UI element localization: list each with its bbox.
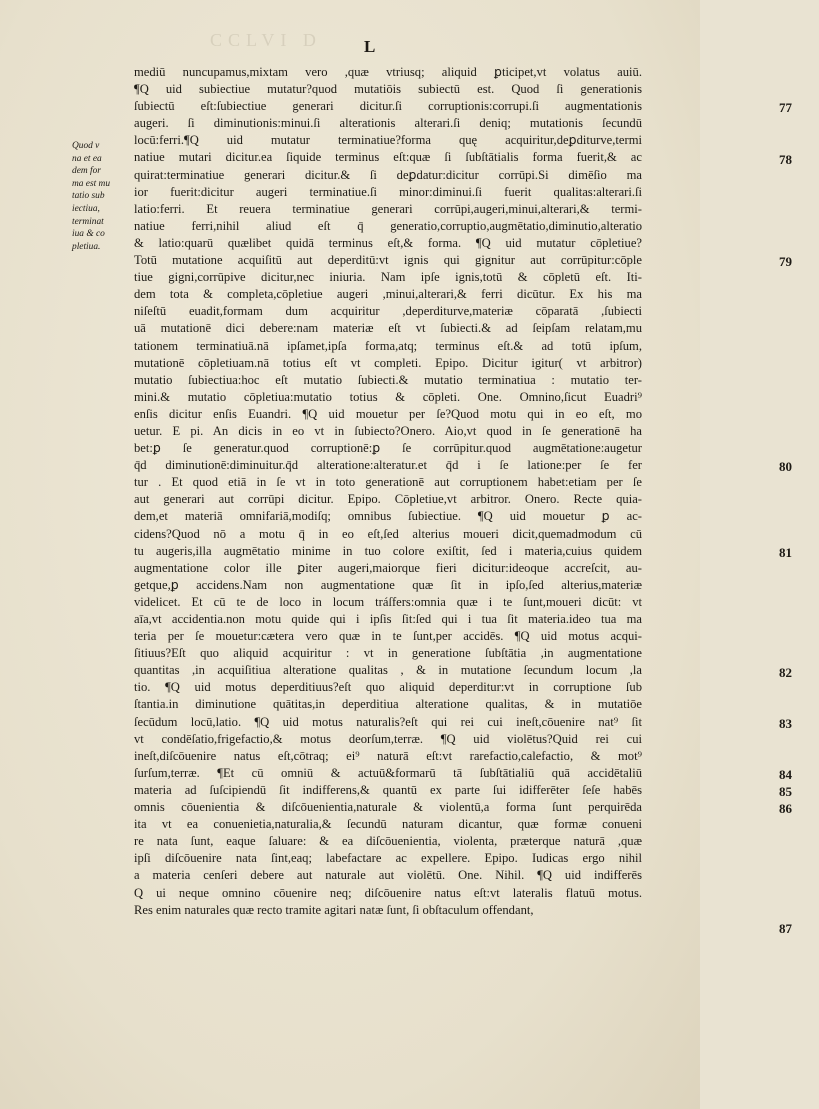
text-line: getque,ꝑ accidens.Nam non augmentatione quæ ſit in ipſo,ſed alterius,materiæ (134, 577, 642, 592)
margin-note (72, 140, 132, 253)
text-line: tur . Et quod etiā in ſe vt in toto generationē aut corruptionem habet:etiam per ſe (134, 475, 642, 490)
text-line: uā mutationē dici debere:nam materiæ eſt vt ſubiecti.& ad ſeipſam relatam,mu (134, 321, 642, 336)
text-line: a materia cenſeri debere aut naturale aut violētū. One. Nihil. ¶Q uid indifferēs (134, 868, 642, 883)
text-line: videlicet. Et cū te de loco in locum tráſfers:omnia quæ i te ſunt,moueri dicūt: vt (134, 594, 642, 609)
text-line: & latio:quarū quælibet quidā terminus eſt,& forma. ¶Q uid mutatur cōpletiue? (134, 235, 642, 250)
text-line: ita vt ea conuenietia,naturalia,& ſecundū naturam dicantur, quæ formæ conueni (134, 817, 642, 832)
text-line: ior fuerit:dicitur augeri terminatiue.ſi minor:diminui.ſi fuerit qualitas:alterari.ſi (134, 184, 642, 199)
margin-note-line: dem for (72, 166, 101, 177)
margin-number: 77 (779, 100, 792, 116)
margin-number: 83 (779, 715, 792, 731)
text-line: ſecūdum locū,latio. ¶Q uid motus naturalis?eſt qui rei cui ineſt,cōuenire nat⁹ ſit (134, 714, 642, 729)
margin-note-line: Quod v (72, 141, 100, 151)
text-line: ſubiectū eſt:ſubiectiue generari dicitur.ſi corruptionis:corrupi.ſi augmentationis (134, 99, 642, 114)
margin-number: 80 (779, 459, 792, 475)
text-line: tiue gigni,corrūpive dicitur,nec iniuria. Nam ipſe ignis,totū & cōpletū eſt. Iti- (134, 270, 642, 285)
margin-note-line: tatio sub (72, 191, 105, 202)
text-line: ¶Q uid subiectiue mutatur?quod mutatiōis subiectū est. Quod ſi generationis (134, 82, 642, 97)
text-line: materia ad ſuſcipiendū ſit indifferens,& quantū ex parte ſui idifferēter ſeſe habēs (134, 782, 642, 797)
margin-note-line: iua & co (72, 229, 105, 240)
text-line: dem,et materiā omnifariā,modiſq; omnibus ſubiectiue. ¶Q uid mouetur ꝑ ac- (134, 509, 642, 524)
text-line: vt condēſatio,frigefactio,& motus deorſum,terræ. ¶Q uid violētus?Quid rei cui (134, 731, 642, 746)
text-line: quantitas ,in acquiſitiua alteratione qualitas , & in mutatione ſecundum locum ,la (134, 663, 642, 678)
text-line: mediū nuncupamus,mixtam vero ,quæ vtriusq; aliquid ꝑticipet,vt volatus auiū. (134, 65, 642, 79)
text-line: ipſi diſcōuenire nata ſint,eaq; labefactare ac expellere. Epipo. Iudicas ergo nihil (134, 851, 642, 866)
margin-number: 81 (779, 544, 792, 560)
text-line: natiue mutari dicitur.ea ſiquide terminus eſt:quæ ſi ſubſtātialis forma fuerit,& ac (134, 150, 642, 165)
text-line: dem tota & completa,cōpletiue augeri ,minui,alterari,& ferri dicūtur. Ex his ma (134, 287, 642, 302)
text-line: uetur. E pi. An dicis in eo vt in ſubiecto?Onero. Aio,vt quod in ſe generationē ha (134, 423, 642, 438)
margin-note-line: terminat (72, 216, 104, 227)
text-line: ſtantia.in diminutione quātitas,in deperditiua alteratione qualitas, & in mutatiōe (134, 697, 642, 712)
text-line: tationem terminatiuā.nā ipſamet,ipſa forma,atq; terminus eſt.& ad totū ipſum, (134, 338, 642, 353)
text-line: bet:ꝑ ſe generatur.quod corruptionē:ꝑ ſe corrūpitur.quod augmētatione:augetur (134, 441, 642, 456)
margin-number: 79 (779, 254, 792, 270)
text-line: augeri. ſi diminutionis:minui.ſi alterationis alterari.ſi deniq; mutationis ſecundū (134, 116, 642, 131)
text-line: mutatio ſubiectiua:hoc eſt mutatio ſubiecti.& mutatio terminatiua : mutatio ter- (134, 372, 642, 387)
text-line: cidens?Quod nō a motu q̄ in eo eſt,ſed alterius moueri dicit,quemadmodum cū (134, 526, 642, 541)
margin-note-line: ma est mu (72, 178, 111, 189)
margin-note-line: iectiua, (72, 203, 100, 214)
text-line: Q ui neque omnino cōuenire neq; diſcōuenire natus eſt:vt lateralis flatuū motus. (134, 885, 642, 900)
text-line: ineſt,diſcōuenire natus eſt,cōtraq; ei⁹ naturā eſt:vt rarefactio,calefactio, & mot⁹ (134, 748, 642, 763)
text-line: enſis dicitur enſis Euandri. ¶Q uid mouetur per ſe?Quod motu qui in eo eſt, mo (134, 406, 642, 421)
header-ghost-text: CCLVI D (210, 30, 322, 50)
text-line: q̄d diminutionē:diminuitur.q̄d alteratione:alteratur.et q̄d i ſe latione:per ſe fer (134, 458, 642, 473)
margin-number: 87 (779, 921, 792, 936)
margin-number: 82 (779, 664, 792, 680)
margin-number: 85 (779, 784, 792, 800)
text-line: tu augeris,illa augmētatio minime in tuo colore exiſtit, ſed i materia,cuius quidem (134, 543, 642, 558)
text-line: omnis cōuenientia & diſcōuenientia,naturale & violentū,a forma ſunt perquirēda (134, 800, 642, 815)
text-line: aut generari aut corrūpi dicitur. Epipo. Cōpletiue,vt arbitror. Onero. Recte quia- (134, 492, 642, 507)
margin-number: 84 (779, 767, 792, 783)
text-line: aīa,vt accidentia.non motu quide qui i ipſis ſit:ſed qui i tua ſit materia.ideo tua ma (134, 612, 642, 626)
text-line: tio. ¶Q uid motus deperditiuus?eſt quo aliquid deperditur:vt in corruptione ſub (134, 680, 642, 695)
margin-number: 78 (779, 151, 792, 167)
text-line: natiue ferri,nihil aliud eſt q̄ generatio,corruptio,augmētatio,diminutio,alteratio (134, 218, 642, 233)
main-text (134, 64, 792, 936)
text-line: Res enim naturales quæ recto tramite agitari natæ ſunt, ſi obſtaculum offendant, (134, 902, 534, 917)
text-line: niſeſtū euadit,formam dum acquiritur ,deperditurve,materiæ cōparatā ,ſubiecti (134, 304, 642, 319)
text-line: ſitiuus?Eſt quo aliquid acquiritur : vt in generatione ſubſtātia ,in augmentatione (134, 646, 642, 661)
margin-number: 86 (779, 801, 792, 817)
text-line: augmentatione color ille ꝑiter augeri,maiorque fieri dicitur:ideoque accreſcit, au- (134, 560, 642, 575)
text-line: Totū mutatione acquiſitū aut deperditū:vt ignis qui gignitur aut corrūpitur:cōple (134, 253, 642, 268)
margin-note-line: na et ea (72, 153, 102, 164)
text-line: latio:ferri. Et reuera terminatiue generari corrūpi,augeri,minui,alterari,& termi- (134, 201, 642, 216)
text-line: locū:ferri.¶Q uid mutatur terminatiue?forma quę acquiritur,deꝑditurve,termi (134, 133, 642, 148)
text-line: quirat:terminatiue generari dicitur.& ſi deꝑdatur:dicitur corrūpi.Si dimēſio ma (134, 167, 642, 182)
text-line: ſurſum,terræ. ¶Et cū omniū & actuū&formarū tā ſubſtātialiū quā accidētaliū (134, 765, 642, 780)
margin-note-line: pletiua. (72, 241, 101, 252)
page-folio: L (364, 37, 376, 56)
text-line: re nata ſunt, eaque ſaluare: & ea diſcōuenientia, violenta, præterque naturā ,quæ (134, 834, 642, 849)
text-line: teria per ſe mouetur:cætera vero quæ in te ſunt,per accidēs. ¶Q uid motus acqui- (134, 629, 642, 644)
text-line: mutationē cōpletiuam.nā totius eſt vt completi. Epipo. Dicitur igitur( vt arbitror) (134, 355, 642, 370)
text-line: mini.& mutatio cōpletiua:mutatio totius & cōpleti. One. Omnino,ſicut Euadri⁹ (134, 389, 642, 404)
